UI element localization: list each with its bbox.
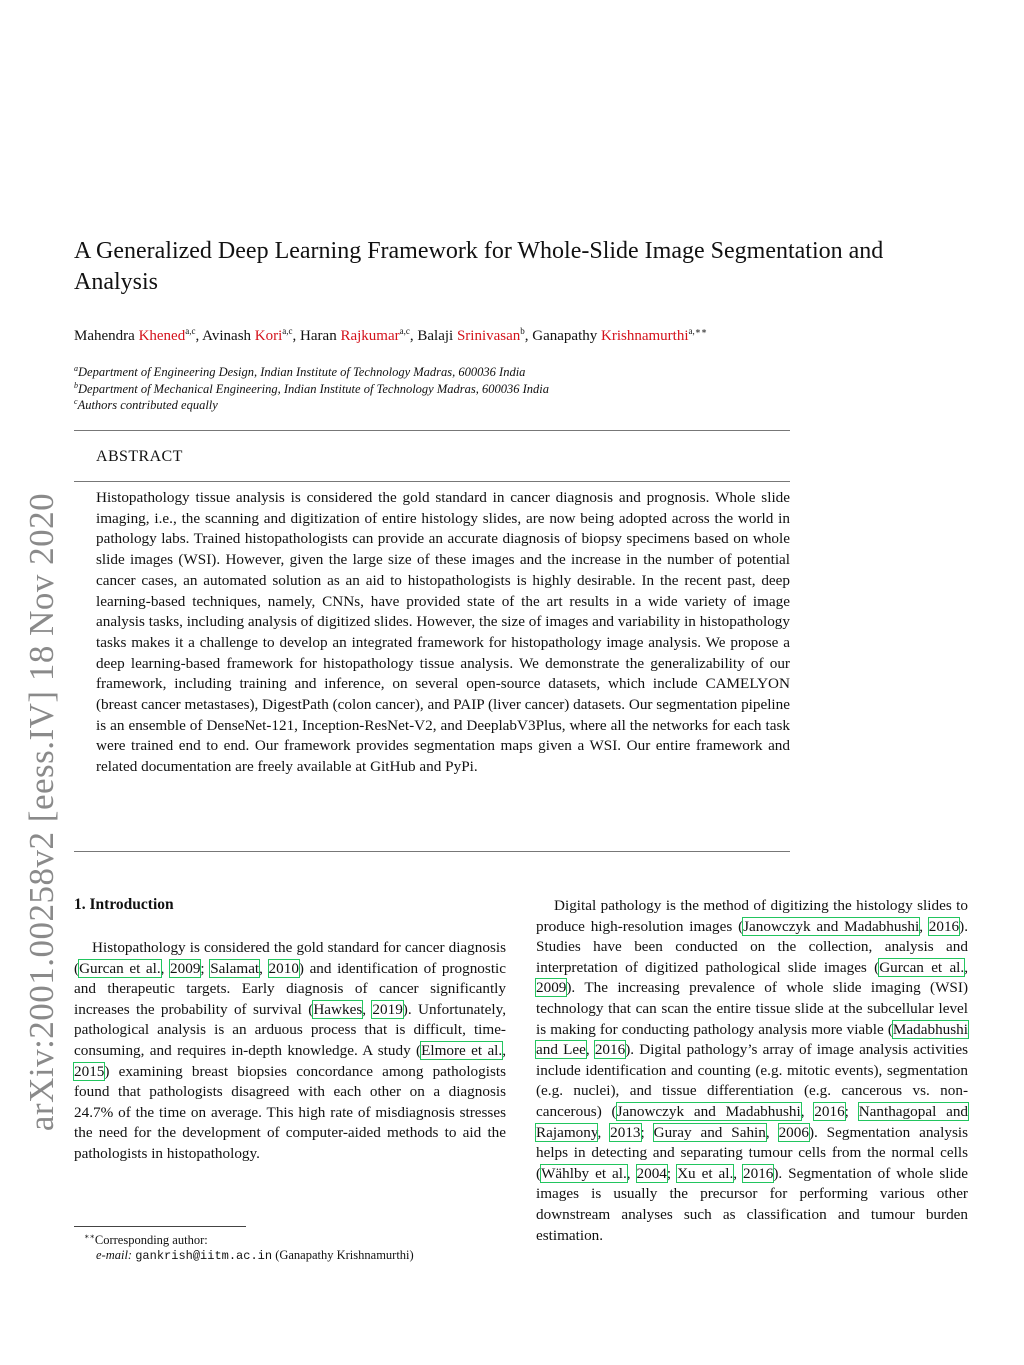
citation-link[interactable]: 2006 bbox=[778, 1123, 809, 1141]
citation-link[interactable]: 2016 bbox=[594, 1041, 626, 1059]
section-heading-introduction: 1. Introduction bbox=[74, 896, 174, 913]
author-first-name: Haran bbox=[300, 328, 341, 344]
citation-link[interactable]: Gurcan et al. bbox=[879, 958, 965, 976]
author-first-name: Ganapathy bbox=[532, 328, 601, 344]
footnote-corresponding-author bbox=[84, 1232, 208, 1248]
affiliation-mark: c bbox=[74, 397, 78, 406]
citation-link[interactable]: 2004 bbox=[636, 1164, 667, 1182]
body-text: ). Digital pathology’s array of image analysis activities include identification and counting (e.g. mitotic events), segmentation (e.g. nuclei), and tissue differentiation (e.g. cancerous vs. non-cancerous) ( bbox=[536, 1041, 968, 1120]
citation-link[interactable]: 2013 bbox=[610, 1123, 641, 1141]
footnote-mark: ∗∗ bbox=[84, 1232, 95, 1241]
body-text: , bbox=[259, 959, 269, 977]
affiliation-mark: a bbox=[74, 364, 78, 373]
body-text: Histopathology is considered the gold standard for cancer diagnosis ( bbox=[74, 939, 506, 977]
author-last-name[interactable]: Rajkumar bbox=[340, 328, 400, 344]
citation-link[interactable]: Xu et al. bbox=[677, 1164, 734, 1182]
citation-link[interactable]: 2019 bbox=[372, 1000, 403, 1018]
author-first-name: Balaji bbox=[417, 328, 457, 344]
author-affiliation-mark: a,∗∗ bbox=[688, 326, 707, 336]
intro-left-column bbox=[74, 938, 506, 1165]
footnote-label: Corresponding author: bbox=[94, 1233, 208, 1248]
email-address[interactable]: gankrish@iitm.ac.in bbox=[135, 1249, 273, 1263]
body-text: , bbox=[626, 1164, 637, 1182]
author-last-name[interactable]: Krishnamurthi bbox=[601, 328, 689, 344]
body-text: Digital pathology is the method of digitizing the histology slides to produce high-resolution images ( bbox=[536, 897, 968, 935]
body-text: ; bbox=[640, 1123, 654, 1141]
author-affiliation-mark: a,c bbox=[282, 326, 293, 336]
author-affiliation-mark: b bbox=[520, 326, 525, 336]
body-text: , bbox=[362, 1000, 373, 1018]
author-list bbox=[74, 326, 954, 345]
citation-link[interactable]: Guray and Sahin bbox=[653, 1123, 766, 1141]
arxiv-stamp-text: arXiv:2001.00258v2 [eess.IV] 18 Nov 2020 bbox=[22, 492, 61, 1132]
author-affiliation-mark: a,c bbox=[185, 326, 196, 336]
author bbox=[74, 328, 195, 344]
citation-link[interactable]: Gurcan et al. bbox=[79, 959, 161, 977]
author bbox=[532, 328, 707, 344]
body-text: , bbox=[733, 1164, 743, 1182]
citation-link[interactable]: Janowczyk and Madabhushi bbox=[743, 917, 920, 935]
body-text: , bbox=[919, 917, 929, 935]
abstract-body: Histopathology tissue analysis is considered the gold standard in cancer diagnosis and prognosis. Whole slide imaging, i.e., the scanning and digitization of entire histology slides, are now being adopted across the world in pathology labs. Trained histopathologists can provide an accurate diagnosis of biopsy specimens based on whole slide images (WSI). However, given the large size of these images and the increase in the number of potential cancer cases, an automated solution as an aid to histopathologists is highly desirable. In the recent past, deep learning-based techniques, namely, CNNs, have provided state of the art results in a wide variety of image analysis tasks, including analysis of digitized slides. However, the size of images and variability in histopathology tasks makes it a challenge to develop an integrated framework for histopathology image analysis. We propose a deep learning-based framework for histopathology tissue analysis. We demonstrate the generalizability of our framework, including training and inference, on several open-source datasets, which include CAMELYON (breast cancer metastases), DigestPath (colon cancer), and PAIP (liver cancer) datasets. Our segmentation pipeline is an ensemble of DenseNet-121, Inception-ResNet-V2, and DeeplabV3Plus, where all the networks for each task were trained end to end. Our framework provides segmentation maps given a WSI. Our entire framework and related documentation are freely available at GitHub and PyPi. bbox=[96, 489, 790, 776]
divider-top bbox=[74, 430, 790, 431]
citation-link[interactable]: 2016 bbox=[743, 1164, 774, 1182]
body-text: , bbox=[597, 1123, 611, 1141]
body-text: ; bbox=[200, 959, 211, 977]
intro-right-column bbox=[536, 896, 968, 1246]
body-text: ). Unfortunately, pathological analysis is an arduous process that is difficult, time-consuming, and requires in-depth knowledge. A study ( bbox=[74, 1000, 507, 1059]
body-text: ). The increasing prevalence of whole slide imaging (WSI) technology that can scan the entire tissue slide at the subcellular level is making for conducting pathology analysis more viable ( bbox=[536, 979, 968, 1038]
author bbox=[202, 328, 292, 344]
footnote-divider bbox=[74, 1226, 246, 1227]
paper-title: A Generalized Deep Learning Framework for Whole-Slide Image Segmentation and Analysis bbox=[74, 238, 884, 295]
author-affiliation-mark: a,c bbox=[399, 326, 410, 336]
divider-abstract bbox=[74, 481, 790, 482]
author bbox=[417, 328, 524, 344]
body-text: , bbox=[502, 1041, 507, 1059]
author-first-name: Avinash bbox=[202, 328, 255, 344]
author bbox=[300, 328, 410, 344]
body-text: ). Segmentation of whole slide images is usually the precursor for performing various other downstream analyses such as classification and tumour burden estimation. bbox=[536, 1164, 968, 1244]
affiliation-text: Authors contributed equally bbox=[77, 398, 218, 413]
author-separator: , bbox=[195, 328, 203, 344]
body-text: ; bbox=[844, 1102, 859, 1120]
author-separator: , bbox=[409, 328, 418, 344]
citation-link[interactable]: 2010 bbox=[268, 959, 299, 977]
body-text: ) and identification of prognostic and therapeutic targets. Early diagnosis of cancer significantly increases the probability of survival ( bbox=[74, 959, 506, 1018]
author-separator: , bbox=[292, 328, 301, 344]
citation-link[interactable]: 2009 bbox=[536, 979, 567, 997]
citation-link[interactable]: Nanthagopal and Rajamony bbox=[536, 1102, 969, 1141]
affiliation-text: Department of Mechanical Engineering, Indian Institute of Technology Madras, 600036 India bbox=[78, 382, 550, 397]
affiliation-text: Department of Engineering Design, Indian Institute of Technology Madras, 600036 India bbox=[78, 365, 526, 380]
citation-link[interactable]: Elmore et al. bbox=[421, 1041, 503, 1059]
body-text: , bbox=[585, 1041, 595, 1059]
footnote-email-line bbox=[96, 1248, 414, 1263]
body-text: ). Segmentation analysis helps in detecting and separating tumour cells from the normal cells ( bbox=[536, 1123, 969, 1182]
affiliation-c bbox=[74, 397, 874, 413]
affiliation-mark: b bbox=[74, 381, 78, 390]
citation-link[interactable]: Salamat bbox=[210, 959, 260, 977]
body-text: , bbox=[964, 958, 968, 976]
citation-link[interactable]: 2016 bbox=[814, 1102, 845, 1120]
body-text: , bbox=[160, 959, 171, 977]
citation-link[interactable]: 2015 bbox=[74, 1062, 105, 1080]
affiliation-b bbox=[74, 381, 874, 397]
citation-link[interactable]: Wählby et al. bbox=[541, 1164, 627, 1182]
body-text: , bbox=[800, 1102, 815, 1120]
body-text: , bbox=[765, 1123, 779, 1141]
author-last-name[interactable]: Kori bbox=[254, 328, 283, 344]
divider-bottom bbox=[74, 851, 790, 852]
body-text: ) examining breast biopsies concordance among pathologists found that pathologists disagreed with each other on a diagnosis 24.7% of the time on average. This high rate of misdiagnosis stresses the need for the development of computer-aided methods to aid the pathologists in histopathology. bbox=[74, 1062, 506, 1162]
author-last-name[interactable]: Srinivasan bbox=[456, 328, 521, 344]
citation-link[interactable]: Madabhushi and Lee bbox=[536, 1020, 968, 1059]
citation-link[interactable]: Hawkes bbox=[313, 1000, 363, 1018]
author-separator: , bbox=[524, 328, 533, 344]
body-text: ). Studies have been conducted on the collection, analysis and interpretation of digitized pathological slide images ( bbox=[536, 917, 968, 976]
email-label: e-mail: bbox=[96, 1248, 133, 1262]
affiliation-a bbox=[74, 364, 874, 380]
citation-link[interactable]: 2016 bbox=[928, 917, 960, 935]
abstract-heading: ABSTRACT bbox=[96, 448, 183, 465]
author-first-name: Mahendra bbox=[74, 328, 139, 344]
citation-link[interactable]: 2009 bbox=[170, 959, 201, 977]
citation-link[interactable]: Janowczyk and Madabhushi bbox=[616, 1102, 801, 1120]
email-note: (Ganapathy Krishnamurthi) bbox=[275, 1248, 414, 1262]
body-text: ; bbox=[666, 1164, 678, 1182]
author-last-name[interactable]: Khened bbox=[138, 328, 186, 344]
